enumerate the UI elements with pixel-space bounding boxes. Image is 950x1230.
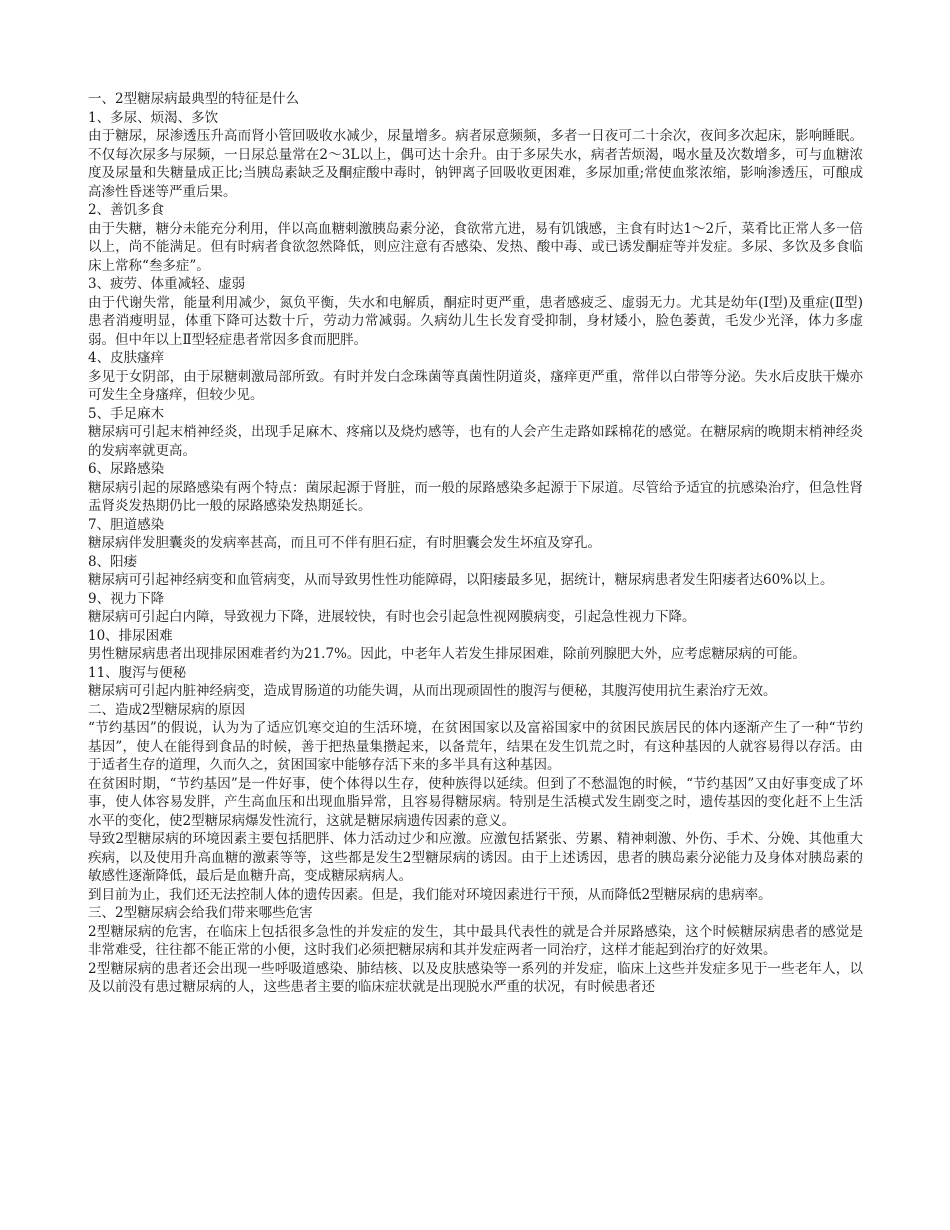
paragraph: 由于代谢失常，能量利用减少，氮负平衡，失水和电解质，酮症时更严重，患者感疲乏、虚弱无力。尤其是幼年(Ⅰ型)及重症(Ⅱ型)患者消瘦明显，体重下降可达数十斤，劳动力常减弱。久病幼儿生长发育受抑制，身材矮小，脸色萎黄，毛发少光泽，体力多虚弱。但中年以上Ⅱ型轻症患者常因多食而肥胖。 [88, 294, 863, 348]
paragraph: 导致2型糖尿病的环境因素主要包括肥胖、体力活动过少和应激。应激包括紧张、劳累、精神刺激、外伤、手术、分娩、其他重大疾病，以及使用升高血糖的激素等等，这些都是发生2型糖尿病的诱因。由于上述诱因，患者的胰岛素分泌能力及身体对胰岛素的敏感性逐渐降低，最后是血糖升高，变成糖尿病病人。 [88, 831, 863, 884]
section-heading: 三、2型糖尿病会给我们带来哪些危害 [88, 905, 313, 921]
paragraph: “节约基因”的假说，认为为了适应饥寒交迫的生活环境，在贫困国家以及富裕国家中的贫困民族居民的体内逐渐产生了一种“节约基因”，使人在能得到食品的时候，善于把热量集攒起来，以备荒年，结果在发生饥荒之时，有这种基因的人就容易得以存活。由于适者生存的道理，久而久之，贫困国家中能够存活下来的多半具有这种基因。 [88, 720, 863, 773]
paragraph: 由于糖尿，尿渗透压升高而肾小管回吸收水减少，尿量增多。病者尿意频频，多者一日夜可二十余次，夜间多次起床，影响睡眠。不仅每次尿多与尿频，一日尿总量常在2～3L以上，偶可达十余升。由于多尿失水，病者苦烦渴，喝水量及次数增多，可与血糖浓度及尿量和失糖量成正比;当胰岛素缺乏及酮症酸中毒时，钠钾离子回吸收更困难，多尿加重;常使血浆浓缩，影响渗透压，可酿成高渗性昏迷等严重后果。 [88, 128, 863, 200]
paragraph: 由于失糖，糖分未能充分利用，伴以高血糖刺激胰岛素分泌，食欲常亢进，易有饥饿感，主食有时达1～2斤，菜肴比正常人多一倍以上，尚不能满足。但有时病者食欲忽然降低，则应注意有否感染、发热、酸中毒、或已诱发酮症等并发症。多尿、多饮及多食临床上常称“叁多症”。 [88, 220, 863, 274]
paragraph: 男性糖尿病患者出现排尿困难者约为21.7%。因此，中老年人若发生排尿困难，除前列腺肥大外，应考虑糖尿病的可能。 [88, 646, 806, 662]
paragraph: 糖尿病伴发胆囊炎的发病率甚高，而且可不伴有胆石症，有时胆囊会发生坏疽及穿孔。 [88, 535, 601, 551]
paragraph: 糖尿病可引起神经病变和血管病变，从而导致男性性功能障碍，以阳痿最多见，据统计，糖尿病患者发生阳痿者达60%以上。 [88, 572, 834, 588]
section-heading: 二、造成2型糖尿病的原因 [88, 701, 246, 718]
section-heading: 一、2型糖尿病最典型的特征是什么 [88, 91, 300, 107]
subsection-heading: 2、善饥多食 [88, 202, 165, 218]
paragraph: 到目前为止，我们还无法控制人体的遗传因素。但是，我们能对环境因素进行干预，从而降低2型糖尿病的患病率。 [88, 886, 772, 903]
subsection-heading: 6、尿路感染 [88, 461, 165, 477]
subsection-heading: 4、皮肤瘙痒 [88, 350, 165, 366]
paragraph: 2型糖尿病的危害，在临床上包括很多急性的并发症的发生，其中最具代表性的就是合并尿路感染，这个时候糖尿病患者的感觉是非常难受，往往都不能正常的小便，这时我们必须把糖尿病和其并发症两者一同治疗，这样才能起到治疗的好效果。 [88, 923, 863, 958]
subsection-heading: 9、视力下降 [88, 590, 165, 607]
paragraph: 糖尿病可引起末梢神经炎，出现手足麻木、疼痛以及烧灼感等，也有的人会产生走路如踩棉花的感觉。在糖尿病的晚期末梢神经炎的发病率就更高。 [88, 424, 863, 459]
paragraph: 糖尿病可引起内脏神经病变，造成胃肠道的功能失调，从而出现顽固性的腹泻与便秘，其腹泻使用抗生素治疗无效。 [88, 683, 777, 699]
subsection-heading: 10、排尿困难 [88, 627, 173, 644]
paragraph: 糖尿病可引起白内障，导致视力下降，进展较快，有时也会引起急性视网膜病变，引起急性视力下降。 [88, 609, 696, 625]
subsection-heading: 8、阳痿 [88, 553, 138, 570]
subsection-heading: 5、手足麻木 [88, 405, 165, 422]
paragraph: 糖尿病引起的尿路感染有两个特点：菌尿起源于肾脏，而一般的尿路感染多起源于下尿道。尽管给予适宜的抗感染治疗，但急性肾盂肾炎发热期仍比一般的尿路感染发热期延长。 [88, 479, 863, 514]
paragraph: 在贫困时期，“节约基因”是一件好事，使个体得以生存，使种族得以延续。但到了不愁温饱的时候，“节约基因”又由好事变成了坏事，使人体容易发胖，产生高血压和出现血脂异常，且容易得糖尿病。特别是生活模式发生剧变之时，遗传基因的变化赶不上生活水平的变化，使2型糖尿病爆发性流行，这就是糖尿病遗传因素的意义。 [88, 775, 863, 829]
paragraph: 2型糖尿病的患者还会出现一些呼吸道感染、肺结核、以及皮肤感染等一系列的并发症，临床上这些并发症多见于一些老年人，以及以前没有患过糖尿病的人，这些患者主要的临床症状就是出现脱水严重的状况，有时候患者还 [88, 960, 863, 995]
subsection-heading: 3、疲劳、体重减轻、虚弱 [88, 276, 246, 292]
subsection-heading: 7、胆道感染 [88, 516, 165, 533]
paragraph: 多见于女阴部，由于尿糖刺激局部所致。有时并发白念珠菌等真菌性阴道炎，瘙痒更严重，常伴以白带等分泌。失水后皮肤干燥亦可发生全身瘙痒，但较少见。 [88, 368, 863, 403]
subsection-heading: 11、腹泻与便秘 [88, 664, 187, 681]
document-page [88, 90, 863, 997]
subsection-heading: 1、多尿、烦渴、多饮 [88, 109, 219, 126]
